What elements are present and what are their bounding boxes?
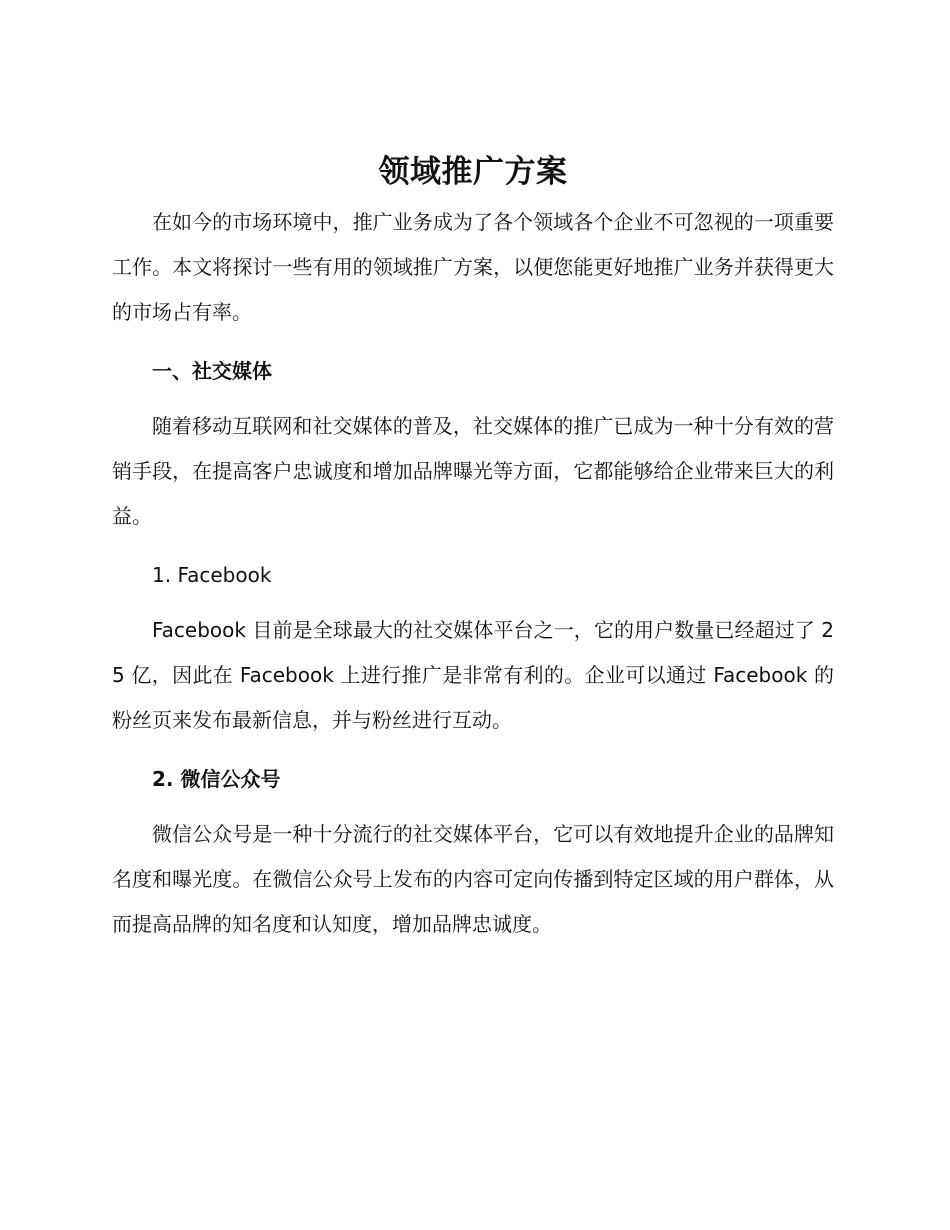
section-body-facebook: Facebook 目前是全球最大的社交媒体平台之一，它的用户数量已经超过了 25 亿，因此在 Facebook 上进行推广是非常有利的。企业可以通过 Facebook 的粉丝页来发布最新信息，并与粉丝进行互动。 <box>112 618 834 732</box>
section-heading-wechat: 2. 微信公众号 <box>152 767 281 791</box>
section-body-social-media: 随着移动互联网和社交媒体的普及，社交媒体的推广已成为一种十分有效的营销手段，在提高客户忠诚度和增加品牌曝光等方面，它都能够给企业带来巨大的利益。 <box>112 414 834 528</box>
document-title: 领域推广方案 <box>378 154 568 190</box>
section-heading-social-media: 一、社交媒体 <box>152 359 272 383</box>
section-body-wechat: 微信公众号是一种十分流行的社交媒体平台，它可以有效地提升企业的品牌知名度和曝光度。在微信公众号上发布的内容可定向传播到特定区域的用户群体，从而提高品牌的知名度和认知度，增加品牌忠诚度。 <box>112 822 834 936</box>
document-page <box>112 150 834 947</box>
intro-paragraph: 在如今的市场环境中，推广业务成为了各个领域各个企业不可忽视的一项重要工作。本文将探讨一些有用的领域推广方案，以便您能更好地推广业务并获得更大的市场占有率。 <box>112 210 834 324</box>
section-heading-facebook: 1. Facebook <box>152 563 272 587</box>
